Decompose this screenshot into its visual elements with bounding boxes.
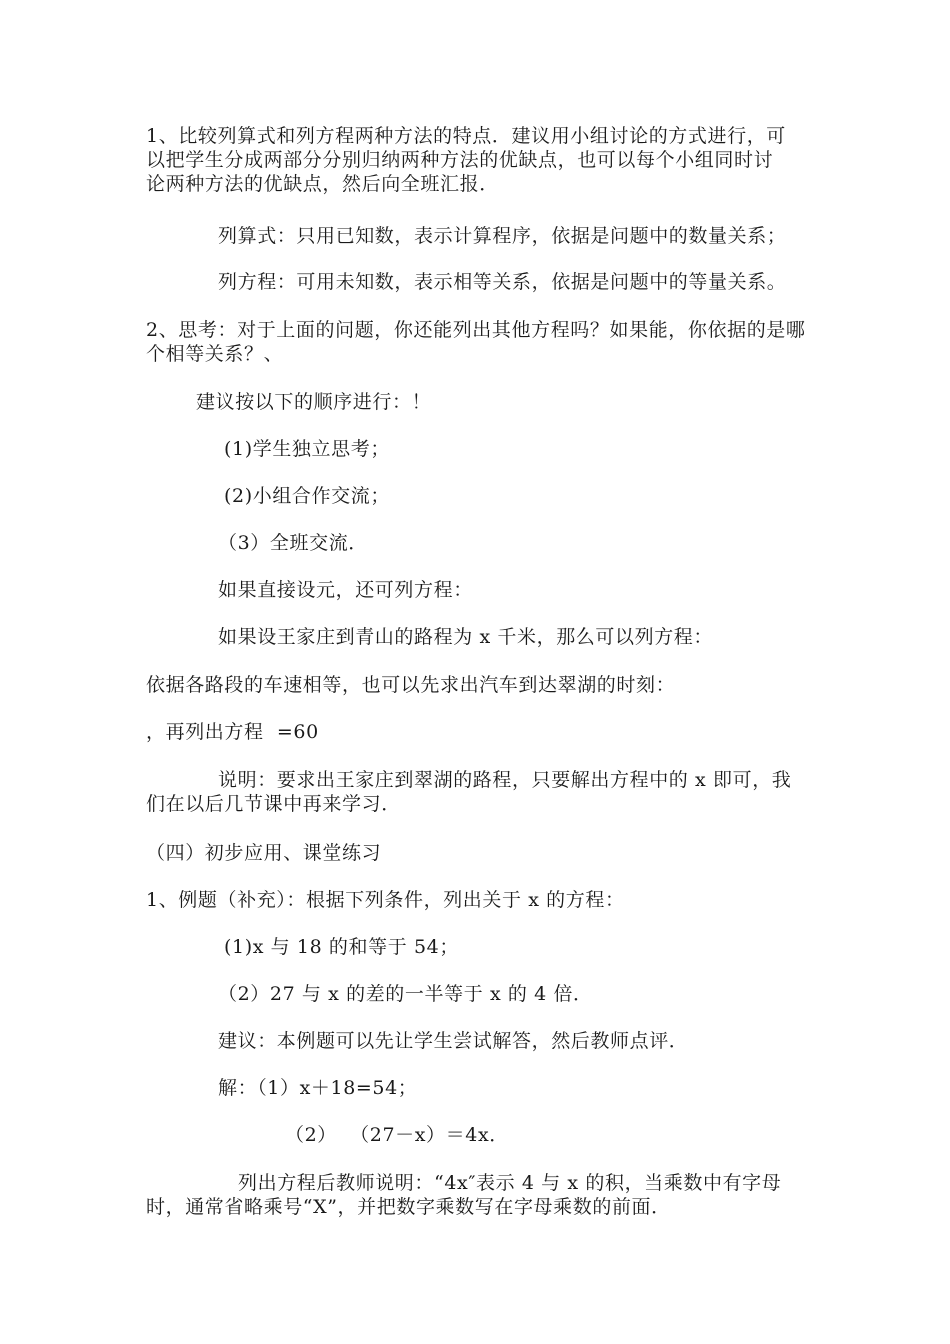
list-item-condition-1: (1)x 与 18 的和等于 54； (224, 936, 459, 958)
text-line: 时，通常省略乘号“X”，并把数字乘数写在字母乘数的前面． (146, 1196, 671, 1218)
text-line: 论两种方法的优缺点，然后向全班汇报． (146, 173, 499, 195)
paragraph-solution-1: 解：（1）x＋18=54； (218, 1077, 418, 1099)
paragraph-suggested-order: 建议按以下的顺序进行：！ (196, 391, 432, 413)
paragraph-equation-method: 列方程：可用未知数，表示相等关系，依据是问题中的等量关系。 (218, 271, 787, 293)
list-item-condition-2: （2）27 与 x 的差的一半等于 x 的 4 倍． (218, 983, 593, 1005)
paragraph-example: 1、例题（补充）：根据下列条件，列出关于 x 的方程： (146, 889, 625, 911)
paragraph-suggestion: 建议：本例题可以先让学生尝试解答，然后教师点评． (218, 1030, 689, 1052)
list-item-step-1: (1)学生独立思考； (224, 438, 390, 460)
paragraph-arithmetic-expression: 列算式：只用已知数，表示计算程序，依据是问题中的数量关系； (218, 225, 787, 247)
paragraph-set-distance: 如果设王家庄到青山的路程为 x 千米，那么可以列方程： (218, 626, 713, 648)
text-line: 个相等关系？、 (146, 343, 284, 365)
section-heading-practice: （四）初步应用、课堂练习 (146, 842, 382, 864)
paragraph-teacher-explanation (146, 1171, 808, 1219)
text-line: 以把学生分成两部分分别归纳两种方法的优缺点，也可以每个小组同时讨 (146, 149, 774, 171)
text-line: 1、比较列算式和列方程两种方法的特点．建议用小组讨论的方式进行，可 (146, 125, 786, 147)
paragraph-solution-2: （2） （27－x）＝4x． (285, 1124, 509, 1146)
list-item-step-3: （3）全班交流． (218, 532, 368, 554)
list-item-step-2: (2)小组合作交流； (224, 485, 390, 507)
text-line: 列出方程后教师说明：“4x″表示 4 与 x 的积，当乘数中有字母 (238, 1172, 782, 1194)
text-line: 2、思考：对于上面的问题，你还能列出其他方程吗？如果能，你依据的是哪 (146, 319, 806, 341)
paragraph-think-question (146, 318, 808, 366)
paragraph-direct-variable: 如果直接设元，还可列方程： (218, 579, 473, 601)
paragraph-compare-methods (146, 124, 808, 196)
paragraph-equation-60: ，再列出方程 =60 (146, 721, 319, 743)
paragraph-speed-equal: 依据各路段的车速相等，也可以先求出汽车到达翠湖的时刻： (146, 674, 676, 696)
text-line: 们在以后几节课中再来学习． (146, 793, 401, 815)
text-line: 说明：要求出王家庄到翠湖的路程，只要解出方程中的 x 即可，我 (218, 769, 792, 791)
paragraph-explanation (146, 768, 808, 816)
